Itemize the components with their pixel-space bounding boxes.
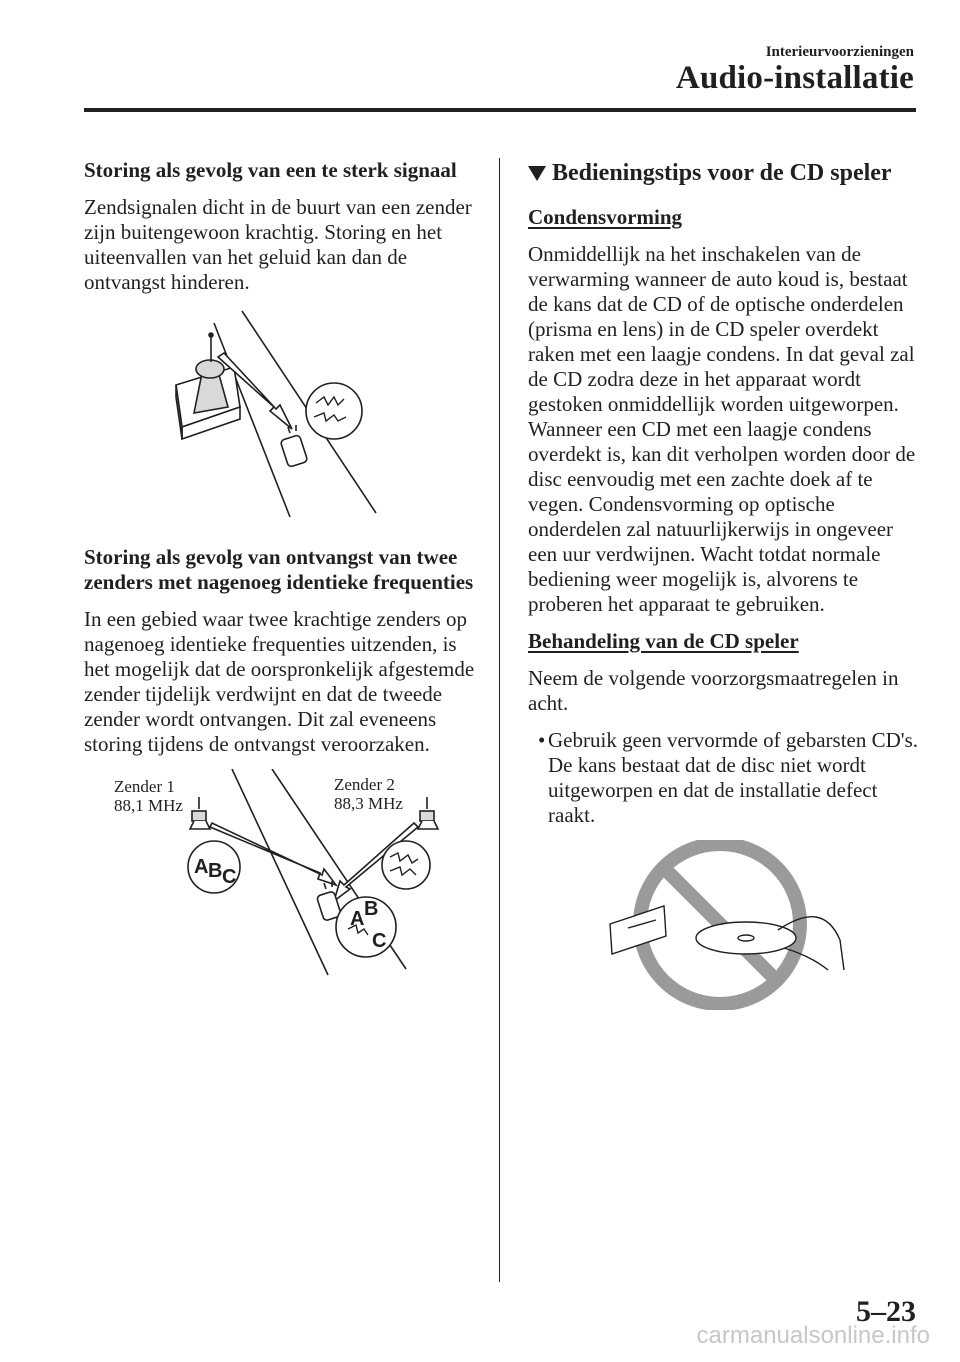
abc-letter-icon: A bbox=[194, 856, 209, 878]
transmitter-1-icon bbox=[190, 797, 210, 829]
cd-disc-icon bbox=[696, 922, 796, 954]
transmitter-2-icon bbox=[418, 797, 438, 829]
abc-letter-icon: B bbox=[208, 860, 223, 882]
figure-strong-signal bbox=[84, 307, 482, 527]
abc-letter-icon: A bbox=[350, 908, 365, 930]
watermark-url: carmanualsonline.info bbox=[696, 1322, 930, 1349]
paragraph-condensation: Onmiddellijk na het inschakelen van de verwarming wanneer de auto koud is, bestaat de kans dat de CD of de optische onderdelen (prisma en lens) in de CD speler overdekt raken met een laagje condens. In dat geval zal de CD zodra deze in het apparaat wordt gestoken onmiddellijk worden uitgeworpen. Wanneer een CD met een laagje condens overdekt is, kan dit verholpen worden door de disc eenvoudig met een zachte doek af te vegen. Condensvorming op optische onderdelen zal natuurlijkerwijs in ongeveer een uur verdwijnen. Wacht totdat normale bediening weer mogelijk is, alvorens te proberen het apparaat te gebruiken. bbox=[528, 242, 916, 616]
bullet-item bbox=[538, 728, 918, 828]
section-heading-text: Bedieningstips voor de CD speler bbox=[552, 160, 892, 186]
zender2-freq: 88,3 MHz bbox=[334, 794, 403, 813]
noise-bubble-icon bbox=[382, 841, 430, 889]
abc-letter-icon: C bbox=[222, 866, 237, 888]
bullet-mark: • bbox=[538, 728, 546, 752]
abc-letter-icon: B bbox=[364, 898, 379, 920]
figure-no-damaged-cd bbox=[528, 840, 918, 1010]
subheading-strong-signal: Storing als gevolg van een te sterk signaal bbox=[84, 158, 457, 182]
header-rule bbox=[84, 108, 916, 112]
triangle-down-icon bbox=[528, 166, 546, 181]
zender2-name: Zender 2 bbox=[334, 775, 395, 794]
paragraph-strong-signal: Zendsignalen dicht in de buurt van een zender zijn buitengewoon krachtig. Storing en het uiteenvallen van het geluid kan dan de ontvangst hinderen. bbox=[84, 195, 472, 294]
subheading-cd-handling: Behandeling van de CD speler bbox=[528, 629, 799, 653]
running-header-section: Interieurvoorzieningen bbox=[765, 44, 914, 60]
zender1-name: Zender 1 bbox=[114, 777, 175, 796]
column-divider bbox=[499, 158, 500, 1282]
abc-letter-icon: C bbox=[372, 930, 387, 952]
car-icon bbox=[280, 425, 308, 467]
section-heading-cd-tips bbox=[528, 158, 918, 188]
bullet-text: Gebruik geen vervormde of gebarsten CD's. De kans bestaat dat de disc niet wordt uitgeworpen en dat de installatie defect raakt. bbox=[548, 728, 919, 827]
subheading-two-stations: Storing als gevolg van ontvangst van twee zenders met nagenoeg identieke frequenties bbox=[84, 545, 474, 594]
figure-two-stations bbox=[84, 769, 482, 979]
left-column bbox=[84, 158, 482, 979]
running-header-title: Audio-installatie bbox=[675, 60, 914, 96]
right-column bbox=[528, 158, 918, 1010]
noise-bubble-icon bbox=[306, 383, 362, 439]
subheading-condensation: Condensvorming bbox=[528, 205, 683, 229]
road-edge-left bbox=[232, 769, 328, 975]
paragraph-cd-handling: Neem de volgende voorzorgsmaatregelen in acht. bbox=[528, 666, 899, 715]
transmitter-building-icon bbox=[176, 333, 240, 439]
page-number: 5–23 bbox=[856, 1295, 916, 1328]
zender1-freq: 88,1 MHz bbox=[114, 796, 183, 815]
paragraph-two-stations: In een gebied waar twee krachtige zenders op nagenoeg identieke frequenties uitzenden, is het mogelijk dat de oorspronkelijk afgestemde zender tijdelijk verdwijnt en dat de tweede zender wordt ontvangen. Dit zal eveneens storing tijdens de ontvangst veroorzaken. bbox=[84, 607, 475, 756]
